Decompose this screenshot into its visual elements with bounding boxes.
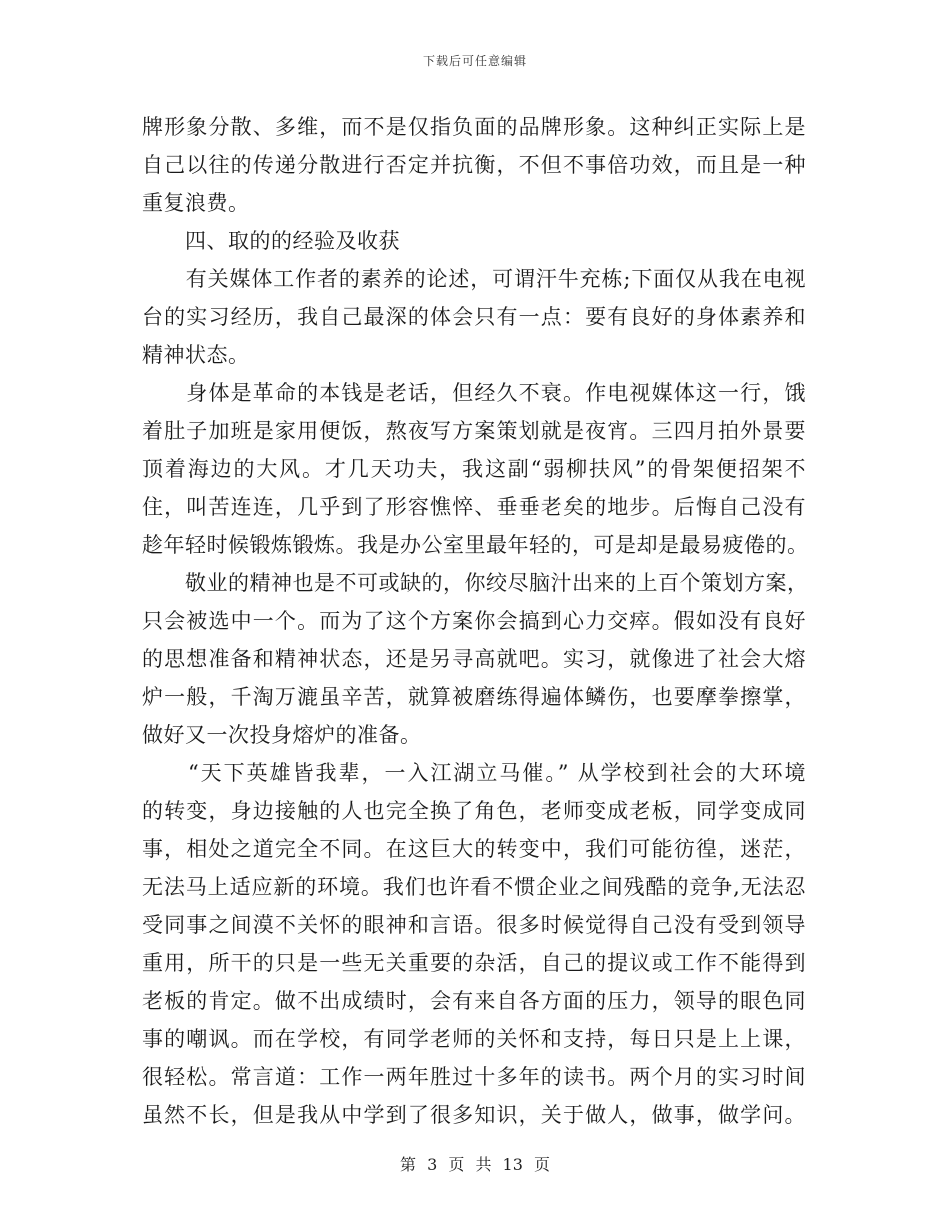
text-line: 敬业的精神也是不可或缺的，你绞尽脑汁出来的上百个策划方案， <box>142 571 809 595</box>
text-line: 牌形象分散、多维，而不是仅指负面的品牌形象。这种纠正实际上是 <box>142 115 806 139</box>
text-line: 炉一般，千淘万漉虽辛苦，就算被磨练得遍体鳞伤，也要摩拳擦掌， <box>142 685 806 709</box>
text-line: 虽然不长，但是我从中学到了很多知识，关于做人，做事，做学问。 <box>142 1103 806 1127</box>
text-line: 四、取的的经验及收获 <box>142 229 400 253</box>
text-line: 顶着海边的大风。才几天功夫，我这副“弱柳扶风”的骨架便招架不 <box>142 457 806 481</box>
text-line: 事，相处之道完全不同。在这巨大的转变中，我们可能彷徨，迷茫， <box>142 837 806 861</box>
text-line: 老板的肯定。做不出成绩时，会有来自各方面的压力，领导的眼色同 <box>142 989 806 1013</box>
text-line: 无法马上适应新的环境。我们也许看不惯企业之间残酷的竞争,无法忍 <box>142 875 806 899</box>
body-text <box>142 108 809 1134</box>
text-line: 身体是革命的本钱是老话，但经久不衰。作电视媒体这一行，饿 <box>142 381 806 405</box>
text-line: 趁年轻时候锻炼锻炼。我是办公室里最年轻的，可是却是最易疲倦的。 <box>142 533 809 557</box>
text-line: 重用，所干的只是一些无关重要的杂活，自己的提议或工作不能得到 <box>142 951 806 975</box>
text-line: “天下英雄皆我辈，一入江湖立马催。” 从学校到社会的大环境 <box>142 761 806 785</box>
text-line: 事的嘲讽。而在学校，有同学老师的关怀和支持，每日只是上上课， <box>142 1027 806 1051</box>
text-line: 的思想准备和精神状态，还是另寻高就吧。实习，就像进了社会大熔 <box>142 647 806 671</box>
text-line: 做好又一次投身熔炉的准备。 <box>142 723 422 747</box>
text-line: 自己以往的传递分散进行否定并抗衡，不但不事倍功效，而且是一种 <box>142 153 806 177</box>
page-footer: 第 3 页 共 13 页 <box>400 1155 550 1174</box>
text-line: 重复浪费。 <box>142 191 250 215</box>
page-header: 下载后可任意编辑 <box>422 54 527 68</box>
text-line: 精神状态。 <box>142 343 250 367</box>
text-line: 台的实习经历，我自己最深的体会只有一点：要有良好的身体素养和 <box>142 305 806 329</box>
text-line: 受同事之间漠不关怀的眼神和言语。很多时候觉得自己没有受到领导 <box>142 913 806 937</box>
text-line: 很轻松。常言道：工作一两年胜过十多年的读书。两个月的实习时间 <box>142 1065 806 1089</box>
text-line: 只会被选中一个。而为了这个方案你会搞到心力交瘁。假如没有良好 <box>142 609 806 633</box>
text-line: 有关媒体工作者的素养的论述，可谓汗牛充栋;下面仅从我在电视 <box>142 267 806 291</box>
text-line: 的转变，身边接触的人也完全换了角色，老师变成老板，同学变成同 <box>142 799 806 823</box>
text-line: 住，叫苦连连，几乎到了形容憔悴、垂垂老矣的地步。后悔自己没有 <box>142 495 806 519</box>
text-line: 着肚子加班是家用便饭，熬夜写方案策划就是夜宵。三四月拍外景要 <box>142 419 806 443</box>
